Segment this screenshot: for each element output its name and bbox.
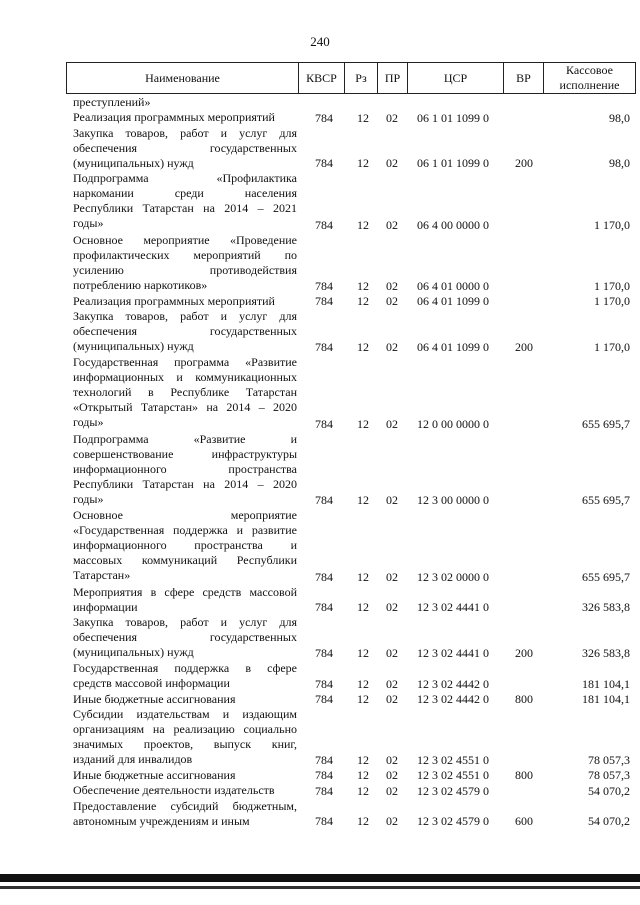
cell-sum: 655 695,7	[582, 416, 630, 431]
row-name-line: Реализация программных мероприятий	[73, 110, 275, 125]
cell-pr: 02	[386, 783, 398, 798]
cell-rz: 12	[357, 676, 369, 691]
cell-csr: 12 3 02 4441 0	[417, 600, 489, 615]
cell-rz: 12	[357, 646, 369, 661]
cell-vr: 200	[515, 340, 533, 355]
row-name	[73, 768, 297, 783]
table-row	[0, 768, 640, 783]
cell-vr: 200	[515, 646, 533, 661]
row-name	[73, 432, 297, 507]
cell-pr: 02	[386, 110, 398, 125]
table-row	[0, 508, 640, 585]
table-row	[0, 355, 640, 432]
cell-sum: 78 057,3	[588, 768, 630, 783]
cell-pr: 02	[386, 814, 398, 829]
header-rz: Рз	[345, 63, 378, 93]
cell-sum: 181 104,1	[582, 691, 630, 706]
cell-vr: 800	[515, 691, 533, 706]
scan-edge-line	[0, 886, 640, 889]
cell-csr: 06 4 01 1099 0	[417, 294, 489, 309]
row-name-line: наркомании среди населения	[73, 186, 297, 201]
cell-rz: 12	[357, 600, 369, 615]
cell-rz: 12	[357, 294, 369, 309]
row-name-line: годы»	[73, 415, 104, 430]
cell-pr: 02	[386, 569, 398, 584]
row-name-line: средств массовой информации	[73, 676, 230, 691]
row-name-line: преступлений»	[73, 95, 151, 109]
cell-kvsr: 784	[315, 294, 333, 309]
cell-kvsr: 784	[315, 340, 333, 355]
header-sum-line1: Кассовое	[566, 63, 613, 77]
row-name-line: (муниципальных) нужд	[73, 339, 194, 354]
cell-pr: 02	[386, 294, 398, 309]
cell-csr: 06 1 01 1099 0	[417, 110, 489, 125]
row-name	[73, 707, 297, 767]
header-csr: ЦСР	[408, 63, 504, 93]
cell-csr: 12 3 02 4551 0	[417, 768, 489, 783]
row-name	[73, 95, 297, 110]
cell-vr: 200	[515, 156, 533, 171]
row-name	[73, 126, 297, 171]
cell-pr: 02	[386, 278, 398, 293]
cell-rz: 12	[357, 783, 369, 798]
row-name-line: информационного пространства и	[73, 538, 297, 553]
cell-rz: 12	[357, 340, 369, 355]
header-kvsr: КВСР	[299, 63, 345, 93]
row-name-line: Субсидии издательствам и издающим	[73, 706, 297, 721]
row-name-line: Татарстан»	[73, 568, 131, 583]
row-name-line: «Открытый Татарстан» на 2014 – 2020	[73, 400, 297, 415]
cell-vr: 600	[515, 814, 533, 829]
cell-kvsr: 784	[315, 569, 333, 584]
row-name-line: совершенствование инфраструктуры	[73, 446, 297, 461]
table-row	[0, 783, 640, 798]
cell-kvsr: 784	[315, 783, 333, 798]
cell-kvsr: 784	[315, 676, 333, 691]
table-row	[0, 799, 640, 830]
scan-edge-bar	[0, 874, 640, 882]
cell-sum: 98,0	[609, 110, 630, 125]
cell-kvsr: 784	[315, 646, 333, 661]
row-name-line: Государственная поддержка в сфере	[73, 661, 297, 676]
header-pr: ПР	[378, 63, 408, 93]
row-name-line: обеспечения государственных	[73, 324, 297, 339]
cell-rz: 12	[357, 814, 369, 829]
table-row	[0, 707, 640, 768]
row-name	[73, 585, 297, 615]
cell-sum: 655 695,7	[582, 493, 630, 508]
cell-pr: 02	[386, 156, 398, 171]
header-sum-line2: исполнение	[559, 78, 620, 92]
cell-csr: 06 4 01 1099 0	[417, 340, 489, 355]
table-row	[0, 309, 640, 355]
cell-pr: 02	[386, 676, 398, 691]
cell-kvsr: 784	[315, 753, 333, 768]
row-name-line: массовых коммуникаций Республики	[73, 553, 297, 568]
table-row	[0, 233, 640, 294]
table-body	[0, 95, 640, 829]
cell-pr: 02	[386, 646, 398, 661]
table-row	[0, 126, 640, 172]
cell-kvsr: 784	[315, 814, 333, 829]
cell-kvsr: 784	[315, 156, 333, 171]
row-name-line: Подпрограмма «Профилактика	[73, 171, 297, 186]
cell-sum: 181 104,1	[582, 676, 630, 691]
cell-kvsr: 784	[315, 768, 333, 783]
row-name	[73, 110, 297, 125]
row-name-line: информационных и коммуникационных	[73, 370, 297, 385]
row-name-line: технологий в Республике Татарстан	[73, 385, 297, 400]
row-name	[73, 799, 297, 829]
cell-csr: 12 3 02 4442 0	[417, 691, 489, 706]
row-name-line: Иные бюджетные ассигнования	[73, 691, 236, 706]
row-name-line: (муниципальных) нужд	[73, 645, 194, 660]
row-name	[73, 615, 297, 660]
cell-pr: 02	[386, 340, 398, 355]
cell-rz: 12	[357, 493, 369, 508]
cell-kvsr: 784	[315, 691, 333, 706]
cell-sum: 98,0	[609, 156, 630, 171]
cell-pr: 02	[386, 416, 398, 431]
table-row	[0, 110, 640, 125]
row-name-line: Иные бюджетные ассигнования	[73, 768, 236, 783]
cell-csr: 12 0 00 0000 0	[417, 416, 489, 431]
row-name-line: Закупка товаров, работ и услуг для	[73, 309, 297, 324]
row-name-line: годы»	[73, 491, 104, 506]
cell-csr: 12 3 02 4579 0	[417, 814, 489, 829]
table-row	[0, 661, 640, 692]
row-name-line: Закупка товаров, работ и услуг для	[73, 615, 297, 630]
row-name-line: организациям на реализацию социально	[73, 721, 297, 736]
row-name	[73, 309, 297, 354]
cell-pr: 02	[386, 600, 398, 615]
row-name-line: значимых проектов, выпуск книг,	[73, 736, 297, 751]
table-row	[0, 171, 640, 232]
cell-sum: 1 170,0	[594, 340, 630, 355]
cell-csr: 06 4 01 0000 0	[417, 278, 489, 293]
row-name-line: изданий для инвалидов	[73, 751, 193, 766]
row-name	[73, 783, 297, 798]
cell-pr: 02	[386, 768, 398, 783]
row-name-line: Основное мероприятие	[73, 508, 297, 523]
cell-kvsr: 784	[315, 217, 333, 232]
cell-sum: 54 070,2	[588, 783, 630, 798]
cell-sum: 1 170,0	[594, 278, 630, 293]
page-number: 240	[310, 34, 330, 49]
row-name	[73, 294, 297, 309]
cell-rz: 12	[357, 416, 369, 431]
cell-rz: 12	[357, 691, 369, 706]
row-name-line: потреблению наркотиков»	[73, 277, 208, 292]
cell-pr: 02	[386, 753, 398, 768]
cell-rz: 12	[357, 569, 369, 584]
cell-sum: 78 057,3	[588, 753, 630, 768]
cell-vr: 800	[515, 768, 533, 783]
row-name	[73, 692, 297, 707]
cell-kvsr: 784	[315, 493, 333, 508]
row-name	[73, 508, 297, 583]
row-name-line: Основное мероприятие «Проведение	[73, 232, 297, 247]
cell-sum: 54 070,2	[588, 814, 630, 829]
cell-csr: 12 3 02 4441 0	[417, 646, 489, 661]
row-name-line: информационного пространства	[73, 461, 297, 476]
table-row	[0, 692, 640, 707]
cell-csr: 12 3 02 0000 0	[417, 569, 489, 584]
row-name-line: обеспечения государственных	[73, 140, 297, 155]
row-name-line: Подпрограмма «Развитие и	[73, 431, 297, 446]
cell-rz: 12	[357, 278, 369, 293]
row-name-line: «Государственная поддержка и развитие	[73, 523, 297, 538]
header-vr: ВР	[504, 63, 544, 93]
table-row	[0, 585, 640, 616]
cell-csr: 06 4 00 0000 0	[417, 217, 489, 232]
cell-csr: 12 3 00 0000 0	[417, 493, 489, 508]
cell-sum: 326 583,8	[582, 600, 630, 615]
row-name-line: Обеспечение деятельности издательств	[73, 783, 275, 798]
cell-csr: 12 3 02 4551 0	[417, 753, 489, 768]
row-name-line: Республики Татарстан на 2014 – 2021	[73, 201, 297, 216]
row-name-line: Республики Татарстан на 2014 – 2020	[73, 476, 297, 491]
row-name	[73, 355, 297, 430]
row-name	[73, 661, 297, 691]
cell-rz: 12	[357, 110, 369, 125]
table-row	[0, 95, 640, 110]
row-name-line: (муниципальных) нужд	[73, 155, 194, 170]
header-sum	[544, 63, 635, 93]
cell-rz: 12	[357, 217, 369, 232]
cell-csr: 12 3 02 4442 0	[417, 676, 489, 691]
row-name	[73, 171, 297, 231]
row-name-line: годы»	[73, 216, 104, 231]
cell-sum: 1 170,0	[594, 294, 630, 309]
table-row	[0, 615, 640, 661]
cell-sum: 1 170,0	[594, 217, 630, 232]
row-name-line: обеспечения государственных	[73, 630, 297, 645]
table-header	[66, 62, 636, 94]
table-row	[0, 432, 640, 509]
row-name-line: автономным учреждениям и иным	[73, 813, 250, 828]
cell-sum: 655 695,7	[582, 569, 630, 584]
cell-kvsr: 784	[315, 416, 333, 431]
row-name	[73, 233, 297, 293]
cell-kvsr: 784	[315, 110, 333, 125]
row-name-line: Закупка товаров, работ и услуг для	[73, 125, 297, 140]
cell-pr: 02	[386, 217, 398, 232]
row-name-line: Государственная программа «Развитие	[73, 355, 297, 370]
header-name: Наименование	[67, 63, 299, 93]
cell-rz: 12	[357, 156, 369, 171]
cell-sum: 326 583,8	[582, 646, 630, 661]
row-name-line: Предоставление субсидий бюджетным,	[73, 798, 297, 813]
cell-kvsr: 784	[315, 278, 333, 293]
row-name-line: профилактических мероприятий по	[73, 247, 297, 262]
row-name-line: Реализация программных мероприятий	[73, 293, 275, 308]
table-row	[0, 294, 640, 309]
cell-rz: 12	[357, 768, 369, 783]
row-name-line: информации	[73, 599, 138, 614]
cell-kvsr: 784	[315, 600, 333, 615]
cell-pr: 02	[386, 493, 398, 508]
row-name-line: Мероприятия в сфере средств массовой	[73, 584, 297, 599]
cell-csr: 12 3 02 4579 0	[417, 783, 489, 798]
cell-rz: 12	[357, 753, 369, 768]
row-name-line: усилению противодействия	[73, 262, 297, 277]
cell-csr: 06 1 01 1099 0	[417, 156, 489, 171]
cell-pr: 02	[386, 691, 398, 706]
